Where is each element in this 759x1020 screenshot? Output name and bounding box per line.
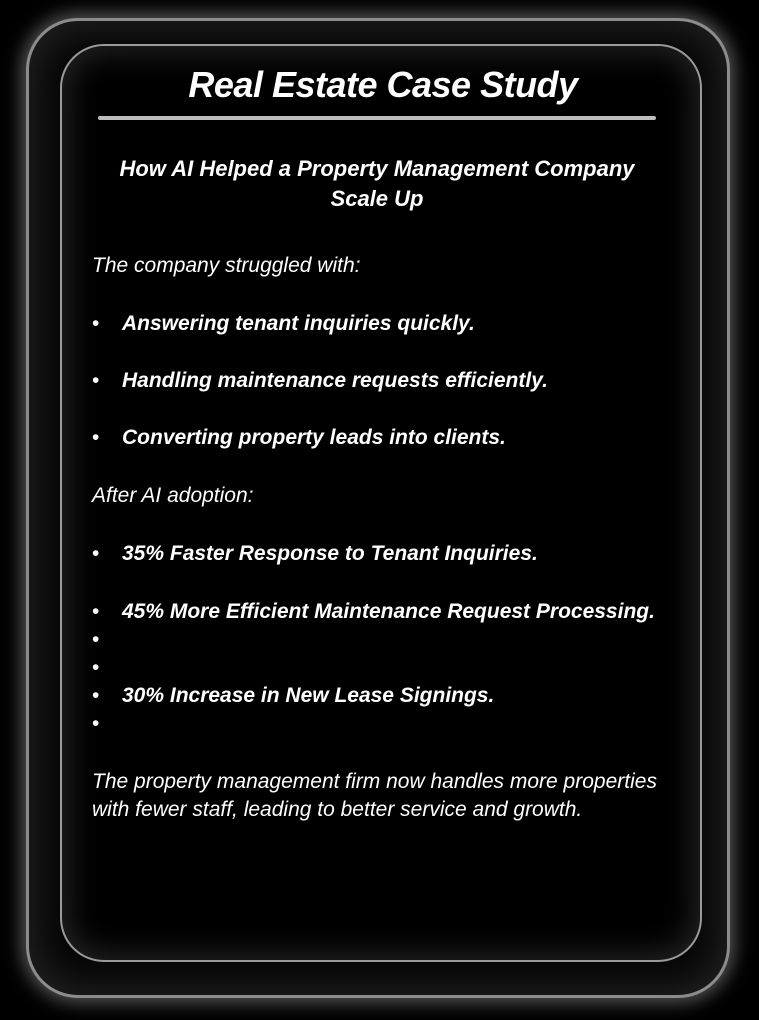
after-list	[92, 540, 672, 738]
list-item: • Answering tenant inquiries quickly.	[92, 310, 672, 338]
list-item-empty	[92, 654, 672, 682]
closing-text: The property management firm now handles more properties with fewer staff, leading to better service and growth.	[92, 770, 657, 821]
before-list	[92, 310, 672, 452]
card-subtitle: How AI Helped a Property Management Company Scale Up	[119, 156, 635, 211]
card-title: Real Estate Case Study	[188, 64, 578, 105]
list-item: • 35% Faster Response to Tenant Inquiries.	[92, 540, 672, 568]
list-item: • Converting property leads into clients.	[92, 424, 672, 452]
title-divider	[98, 116, 656, 120]
case-study-card	[60, 44, 702, 962]
after-intro: After AI adoption:	[92, 484, 254, 507]
before-intro: The company struggled with:	[92, 254, 361, 277]
list-item: • 45% More Efficient Maintenance Request Processing.	[92, 598, 672, 626]
card-content	[92, 252, 672, 824]
list-item-empty	[92, 710, 672, 738]
list-item: • Handling maintenance requests efficiently.	[92, 367, 672, 395]
list-item-empty	[92, 626, 672, 654]
list-item: • 30% Increase in New Lease Signings.	[92, 682, 672, 710]
